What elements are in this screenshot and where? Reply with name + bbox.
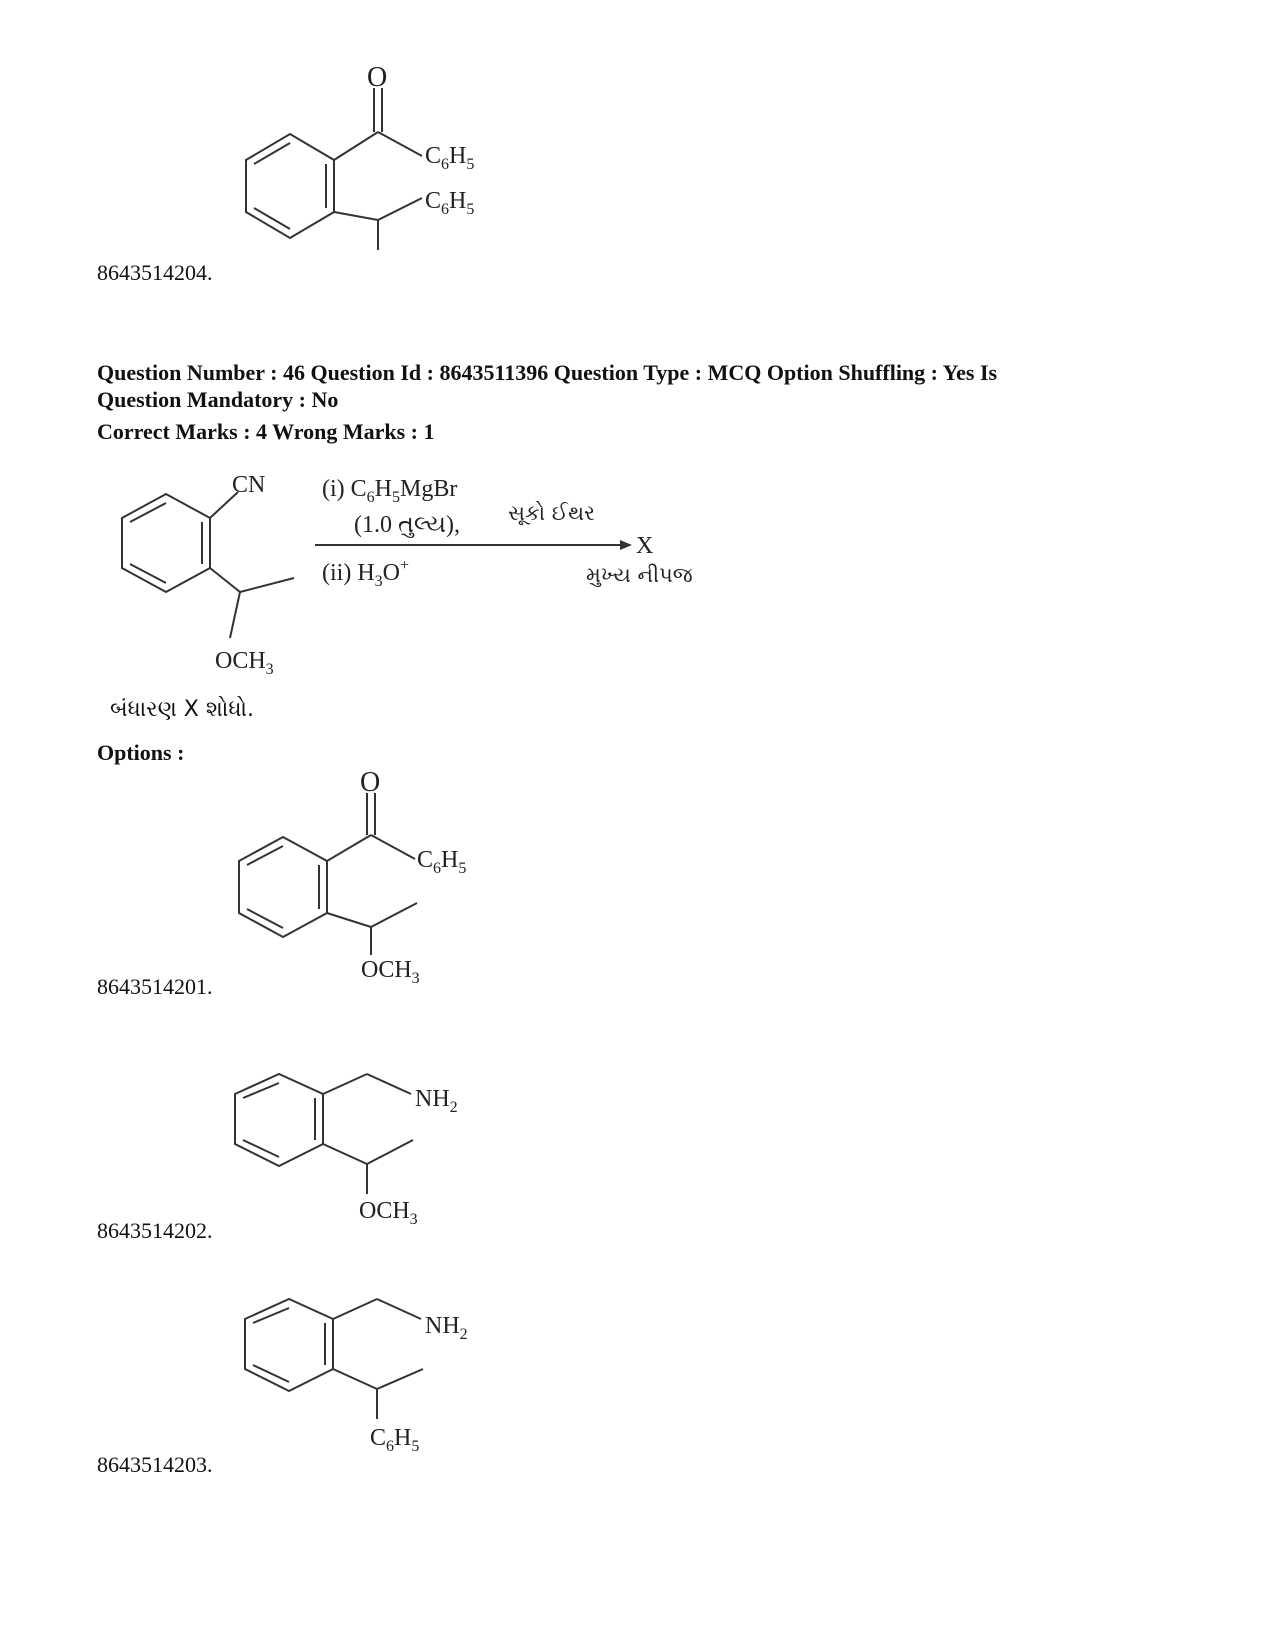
option-id-2: 8643514202.: [97, 1218, 213, 1243]
cn-label: CN: [232, 472, 266, 498]
och3-label: $OCH_3$: [361, 957, 420, 987]
reagent-equiv: (1.0 તુલ્ય),: [354, 512, 461, 538]
nh2-label: $NH_2$: [425, 1313, 468, 1343]
structure-option-1: [225, 765, 525, 995]
option-id-3: 8643514203.: [97, 1452, 213, 1477]
question-marks: Correct Marks : 4 Wrong Marks : 1: [97, 419, 435, 444]
question-prompt: બંધારણ X શોધો.: [110, 697, 255, 722]
option-id-1: 8643514201.: [97, 974, 213, 999]
question-header-line1: Question Number : 46 Question Id : 8643511396 Question Type : MCQ Option Shuffling : Yes Is: [97, 360, 998, 385]
carbonyl-oxygen-label: O: [360, 767, 381, 798]
structure-option-4: [230, 60, 530, 260]
carbonyl-oxygen-label: O: [367, 62, 388, 93]
phenyl-label-2: $C_6H_5$: [425, 188, 475, 218]
reagent-step2: (ii) $H_3O^+$: [322, 557, 410, 590]
phenyl-label: $C_6H_5$: [370, 1425, 420, 1455]
och3-label: $OCH_3$: [215, 648, 274, 678]
reaction-scheme: [110, 460, 730, 690]
structure-option-3: [235, 1285, 535, 1465]
options-label: Options :: [97, 740, 185, 765]
question-header-line2: Question Mandatory : No: [97, 387, 339, 412]
och3-label: $OCH_3$: [359, 1198, 418, 1228]
nh2-label: $NH_2$: [415, 1086, 458, 1116]
phenyl-label-1: $C_6H_5$: [425, 143, 475, 173]
phenyl-label: $C_6H_5$: [417, 847, 467, 877]
product-x: X: [636, 533, 654, 559]
structure-option-2: [225, 1060, 525, 1240]
option-id-4: 8643514204.: [97, 260, 213, 285]
reagent-step1: (i) $C_6H_5MgBr$: [322, 476, 458, 506]
major-product-label: મુખ્ય નીપજ: [586, 563, 693, 587]
solvent-label: સૂકો ઈથર: [508, 501, 595, 525]
